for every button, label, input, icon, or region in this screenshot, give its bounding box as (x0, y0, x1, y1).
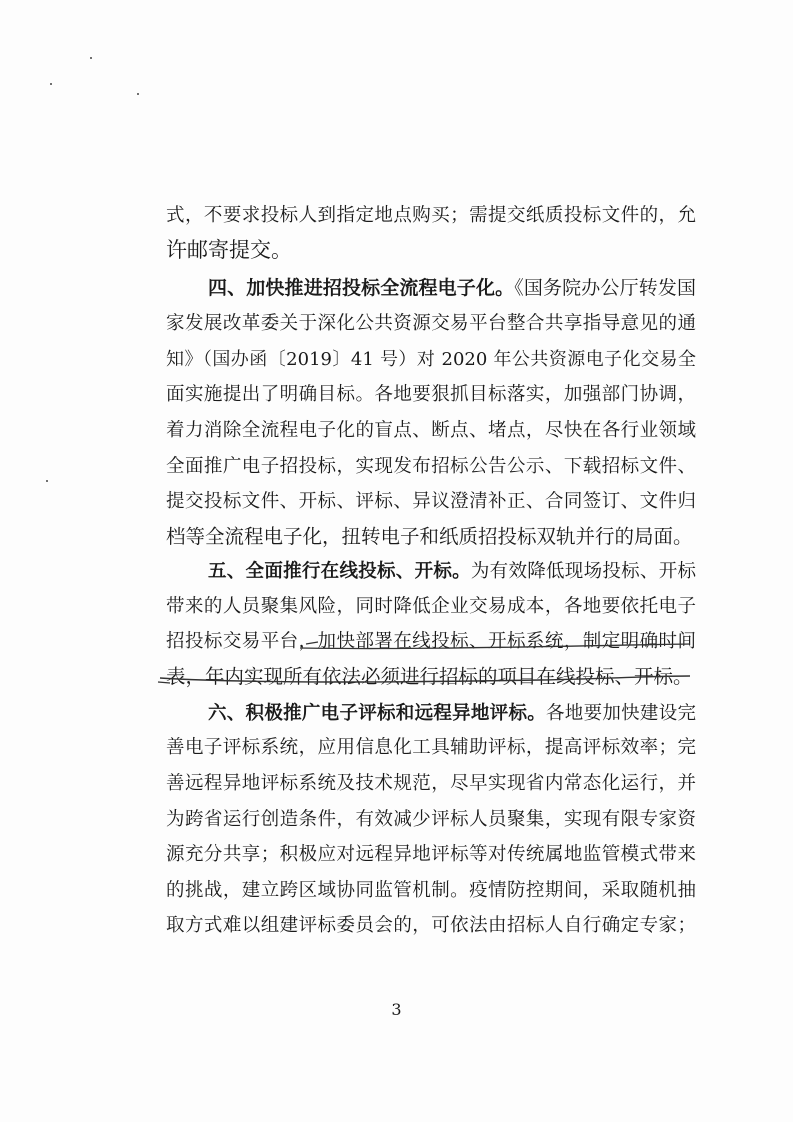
text-line (208, 697, 696, 731)
section-heading: 四、加快推进招投标全流程电子化。 (208, 277, 515, 299)
text-line (166, 520, 696, 554)
line-text: 许邮寄提交。 (166, 238, 292, 262)
line-text: 源充分共享；积极应对远程异地评标等对传统属地监管模式带来 (166, 844, 696, 865)
scan-speck (50, 83, 52, 85)
line-text: 式，不要求投标人到指定地点购买；需提交纸质投标文件的，允 (166, 205, 696, 226)
text-line (166, 803, 696, 837)
line-text: 为有效降低现场投标、开标 (470, 561, 696, 582)
line-text: 为跨省运行创造条件，有效减少评标人员聚集，实现有限专家资 (166, 809, 696, 830)
text-line (208, 271, 696, 305)
line-text: 家发展改革委关于深化公共资源交易平台整合共享指导意见的通 (166, 313, 696, 334)
scan-speck (90, 57, 92, 59)
line-text: 善远程异地评标系统及技术规范，尽早实现省内常态化运行，并 (166, 773, 696, 794)
line-text: 招投标交易平台，加快部署在线投标、开标系统，制定明确时间 (166, 631, 696, 652)
text-line (208, 555, 696, 589)
line-text: 提交投标文件、开标、评标、异议澄清补正、合同签订、文件归 (166, 491, 696, 512)
text-line (166, 909, 696, 943)
line-text: 带来的人员聚集风险，同时降低企业交易成本，各地要依托电子 (166, 596, 696, 617)
text-line (166, 343, 696, 377)
text-line (166, 307, 696, 341)
text-line (166, 485, 696, 519)
section-heading: 六、积极推广电子评标和远程异地评标。 (208, 703, 547, 724)
line-text: 知》（国办函〔2019〕41 号）对 2020 年公共资源电子化交易全 (166, 349, 696, 370)
text-line (166, 767, 696, 801)
line-text: 取方式难以组建评标委员会的，可依法由招标人自行确定专家； (166, 915, 696, 936)
line-text: 档等全流程电子化，扭转电子和纸质招投标双轨并行的局面。 (166, 525, 693, 548)
line-text: 表，年内实现所有依法必须进行招标的项目在线投标、开标。 (166, 665, 693, 688)
line-text: 各地要加快建设完 (546, 703, 696, 724)
text-line (166, 874, 696, 908)
text-line (166, 199, 696, 233)
section-heading: 五、全面推行在线投标、开标。 (208, 561, 471, 582)
text-line (166, 625, 696, 659)
text-line (166, 590, 696, 624)
line-text: 《国务院办公厅转发国 (514, 277, 696, 299)
text-line (166, 378, 696, 412)
line-text: 着力消除全流程电子化的盲点、断点、堵点，尽快在各行业领域 (166, 420, 696, 441)
text-line (166, 414, 696, 448)
scan-speck (137, 93, 139, 95)
page-number: 3 (391, 1000, 402, 1019)
line-text: 面实施提出了明确目标。各地要狠抓目标落实，加强部门协调， (166, 384, 696, 405)
text-line (166, 731, 696, 765)
text-line (166, 660, 696, 694)
text-line (166, 233, 696, 267)
text-line (166, 450, 696, 484)
scan-speck (46, 480, 48, 482)
text-line (166, 838, 696, 872)
line-text: 善电子评标系统，应用信息化工具辅助评标，提高评标效率；完 (166, 737, 696, 758)
line-text: 全面推广电子招投标，实现发布招标公告公示、下载招标文件、 (166, 456, 696, 477)
line-text: 的挑战，建立跨区域协同监管机制。疫情防控期间，采取随机抽 (166, 880, 696, 901)
